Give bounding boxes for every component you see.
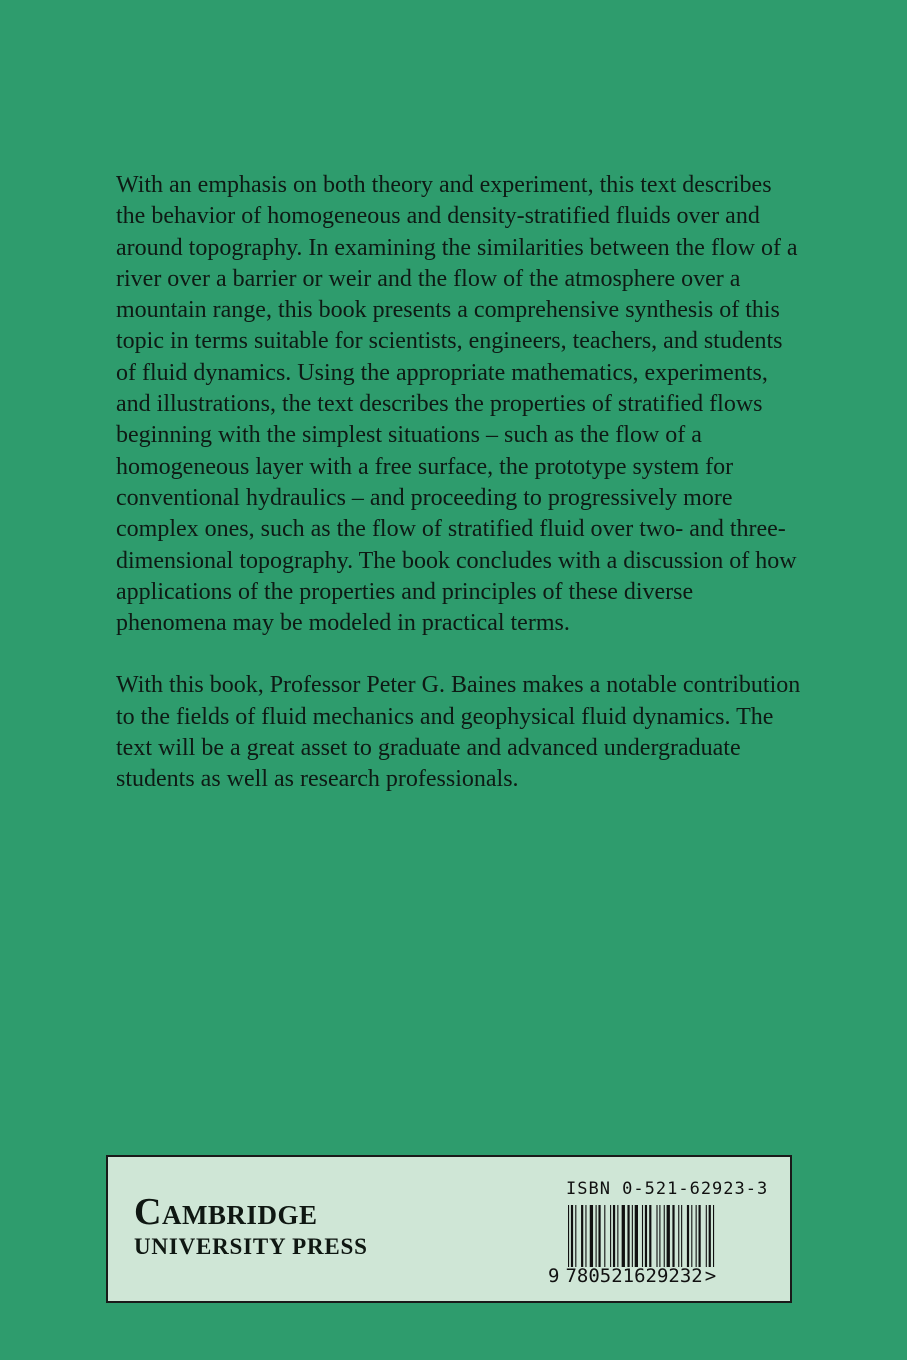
barcode-arrow: > xyxy=(704,1265,717,1287)
blurb-paragraph-2: With this book, Professor Peter G. Baines makes a notable contribution to the fields of fluid mechanics and geophysical fluid dynamics. The text will be a great asset to graduate and advanced undergraduate students as well as research professionals. xyxy=(116,672,801,793)
publisher-panel xyxy=(106,1155,792,1303)
blurb-text xyxy=(116,170,806,796)
publisher-name: Cambridge xyxy=(134,1191,318,1233)
publisher-logo xyxy=(134,1193,368,1259)
isbn-label: ISBN 0-521-62923-3 xyxy=(566,1179,769,1199)
barcode-digits xyxy=(548,1265,716,1287)
barcode-icon xyxy=(568,1205,756,1267)
publisher-subtitle: UNIVERSITY PRESS xyxy=(134,1234,368,1259)
barcode-number: 780521629232 xyxy=(565,1265,703,1287)
barcode-lead-digit: 9 xyxy=(548,1265,560,1287)
blurb-paragraph-1: With an emphasis on both theory and experiment, this text describes the behavior of homogeneous and density-stratified fluids over and around topography. In examining the similarities between the flow of a river over a barrier or weir and the flow of the atmosphere over a mountain range, this book presents a comprehensive synthesis of this topic in terms suitable for scientists, engineers, teachers, and students of fluid dynamics. Using the appropriate mathematics, experiments, and illustrations, the text describes the properties of stratified flows beginning with the simplest situations – such as the flow of a homogeneous layer with a free surface, the prototype system for conventional hydraulics – and proceeding to progressively more complex ones, such as the flow of stratified fluid over two- and three-dimensional topography. The book concludes with a discussion of how applications of the properties and principles of these diverse phenomena may be modeled in practical terms. xyxy=(116,172,798,637)
